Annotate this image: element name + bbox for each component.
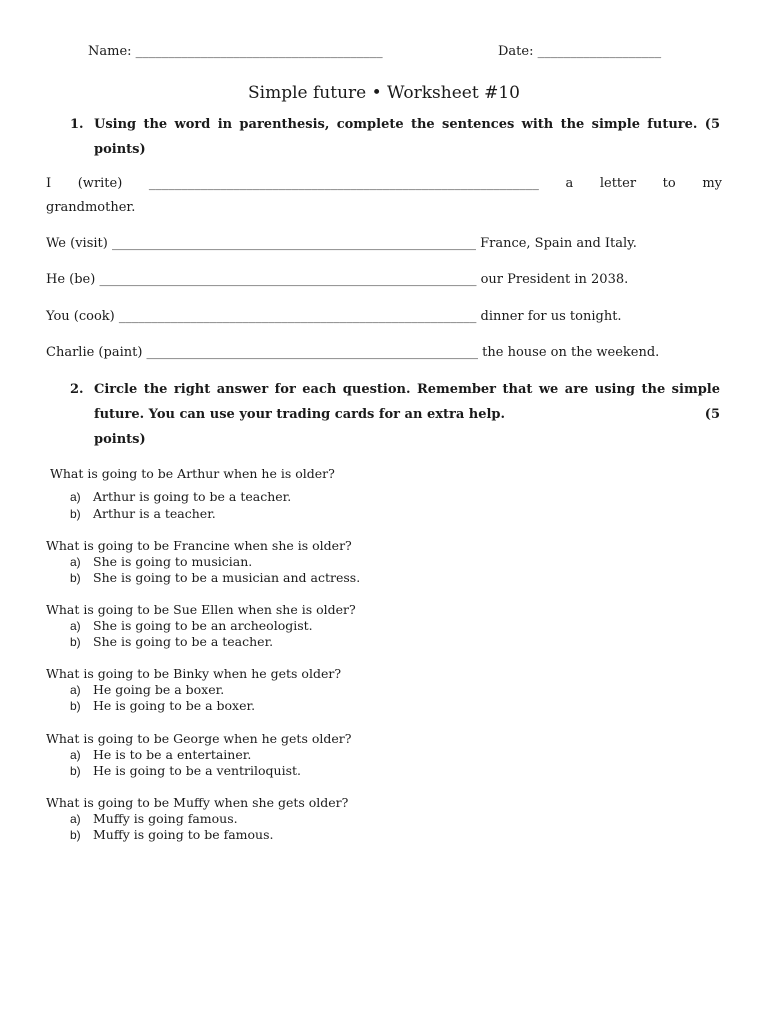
fill-item-3-line1: He (be) __________________________________________________________ our President in 2038. <box>46 272 629 287</box>
option-text: He is going to be a boxer. <box>93 698 256 713</box>
section2-number: 2. <box>70 382 84 397</box>
fill-item-4-line1: You (cook) _______________________________________________________ dinner for us tonight. <box>46 309 622 324</box>
section1-instruction-line2: points) <box>94 142 146 157</box>
option-text: She is going to be a musician and actress. <box>93 570 361 585</box>
option-letter-b: b) <box>70 699 81 713</box>
option-text: She is going to be a teacher. <box>93 634 274 649</box>
option-letter-b: b) <box>70 764 81 778</box>
fill-item-1 <box>46 172 722 220</box>
fill-item-5 <box>46 341 722 365</box>
section2-instruction-line3: points) <box>94 432 146 447</box>
option-letter-b: b) <box>70 571 81 585</box>
fill-item-2 <box>46 232 722 256</box>
fill-item-3 <box>46 268 722 292</box>
option-letter-a: a) <box>70 490 81 504</box>
option-letter-a: a) <box>70 555 81 569</box>
section2-instruction-line2-row <box>94 402 720 427</box>
option-text: Arthur is going to be a teacher. <box>93 489 292 504</box>
option-text: Muffy is going famous. <box>93 811 238 826</box>
option-letter-a: a) <box>70 812 81 826</box>
question-3: What is going to be Sue Ellen when she is older? <box>46 602 356 617</box>
option-text: He going be a boxer. <box>93 682 225 697</box>
date-field-line: Date: ___________________ <box>498 44 662 59</box>
section1-instruction-line1: Using the word in parenthesis, complete the sentences with the simple future. (5 <box>94 117 720 132</box>
question-1: What is going to be Arthur when he is older? <box>50 466 335 481</box>
option-letter-b: b) <box>70 635 81 649</box>
option-text: She is going to be an archeologist. <box>93 618 313 633</box>
section2-instruction-line1: Circle the right answer for each question. Remember that we are using the simple <box>94 382 720 397</box>
section1-instruction <box>70 112 720 162</box>
option-letter-a: a) <box>70 619 81 633</box>
section1-number: 1. <box>70 117 84 132</box>
worksheet-title: Simple future • Worksheet #10 <box>248 83 520 103</box>
option-letter-a: a) <box>70 748 81 762</box>
name-field-line: Name: ______________________________________ <box>88 44 383 59</box>
option-letter-b: b) <box>70 507 81 521</box>
option-letter-b: b) <box>70 828 81 842</box>
fill-item-1-line2: grandmother. <box>46 200 136 215</box>
section2-points-label: (5 <box>704 407 720 422</box>
fill-item-4 <box>46 305 722 329</box>
question-2: What is going to be Francine when she is older? <box>46 538 352 553</box>
fill-item-2-line1: We (visit) ________________________________________________________ France, Spain and Italy. <box>46 236 637 251</box>
header-row <box>0 44 768 62</box>
section2-instruction <box>70 377 720 452</box>
question-4: What is going to be Binky when he gets older? <box>46 666 342 681</box>
option-text: Muffy is going to be famous. <box>93 827 274 842</box>
question-6: What is going to be Muffy when she gets older? <box>46 795 349 810</box>
option-text: He is going to be a ventriloquist. <box>93 763 302 778</box>
section2-instruction-line2: future. You can use your trading cards for an extra help. <box>94 407 506 422</box>
option-text: He is to be a entertainer. <box>93 747 252 762</box>
question-5: What is going to be George when he gets older? <box>46 731 352 746</box>
fill-item-1-line1: I (write) ____________________________________________________________ a letter to my <box>46 176 722 191</box>
option-text: She is going to musician. <box>93 554 253 569</box>
option-text: Arthur is a teacher. <box>93 506 216 521</box>
fill-item-5-line1: Charlie (paint) ___________________________________________________ the house on the weekend. <box>46 345 660 360</box>
option-letter-a: a) <box>70 683 81 697</box>
